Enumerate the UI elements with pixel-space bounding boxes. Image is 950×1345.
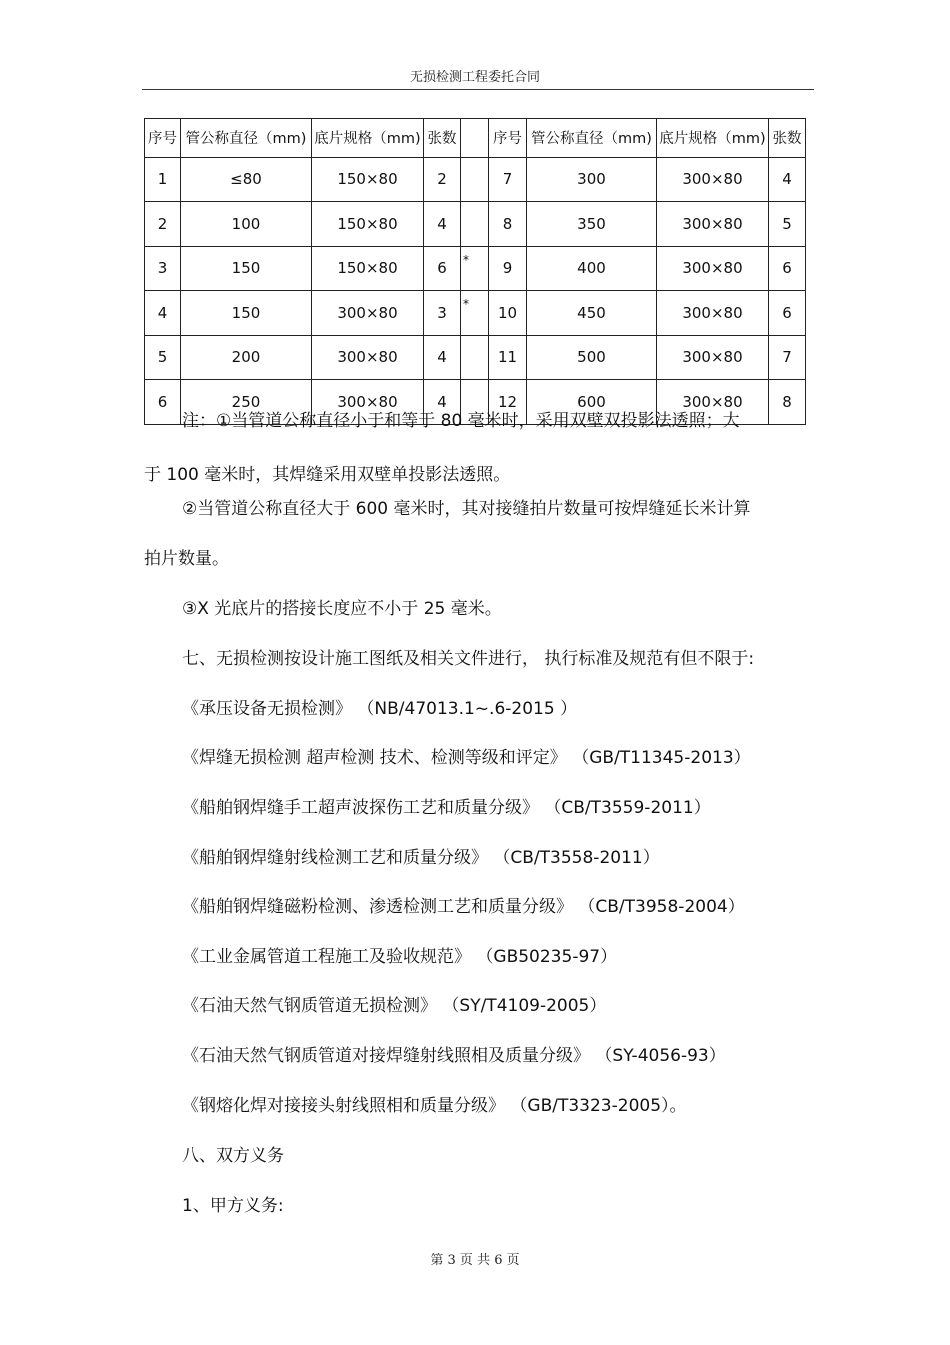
note-2-line-1: ②当管道公称直径大于 600 毫米时，其对接缝拍片数量可按焊缝延长米计算 bbox=[182, 499, 751, 519]
table-cell: 100 bbox=[181, 202, 312, 247]
table-cell: 10 bbox=[489, 291, 527, 336]
standard-item: 《船舶钢焊缝磁粉检测、渗透检测工艺和质量分级》 （CB/T3958-2004） bbox=[182, 897, 745, 917]
table-row bbox=[145, 291, 806, 336]
table-cell: 300 bbox=[527, 157, 657, 202]
table-cell: 600 bbox=[527, 380, 657, 425]
table-mark-cell: * bbox=[461, 246, 489, 291]
table-cell: 150×80 bbox=[312, 246, 424, 291]
table-cell: 7 bbox=[489, 157, 527, 202]
table-cell: 300×80 bbox=[657, 202, 769, 247]
section-7-heading: 七、无损检测按设计施工图纸及相关文件进行， 执行标准及规范有但不限于: bbox=[182, 649, 755, 669]
table-cell: 8 bbox=[489, 202, 527, 247]
table-header-cell: 张数 bbox=[769, 119, 806, 158]
table-cell: 300×80 bbox=[657, 246, 769, 291]
table-cell: 300×80 bbox=[657, 380, 769, 425]
table-cell: 150 bbox=[181, 291, 312, 336]
table-cell: 300×80 bbox=[312, 380, 424, 425]
standard-item: 《钢熔化焊对接接头射线照相和质量分级》 （GB/T3323-2005）。 bbox=[182, 1096, 687, 1116]
section-8-heading: 八、双方义务 bbox=[182, 1146, 284, 1166]
table-cell: 8 bbox=[769, 380, 806, 425]
table-cell: 6 bbox=[145, 380, 181, 425]
table-cell: ≤80 bbox=[181, 157, 312, 202]
table-cell: 6 bbox=[769, 246, 806, 291]
table-cell: 350 bbox=[527, 202, 657, 247]
note-2-line-2: 拍片数量。 bbox=[144, 549, 229, 569]
table-cell: 200 bbox=[181, 335, 312, 380]
table-mark-cell: * bbox=[461, 291, 489, 336]
note-1-line-2: 于 100 毫米时，其焊缝采用双壁单投影法透照。 bbox=[144, 465, 511, 485]
table-header-cell: 张数 bbox=[424, 119, 461, 158]
table-cell: 2 bbox=[424, 157, 461, 202]
table-cell: 450 bbox=[527, 291, 657, 336]
note-3: ③X 光底片的搭接长度应不小于 25 毫米。 bbox=[182, 599, 502, 619]
table-cell: 5 bbox=[769, 202, 806, 247]
table-cell: 3 bbox=[145, 246, 181, 291]
table-cell: 150×80 bbox=[312, 157, 424, 202]
table-cell: 4 bbox=[424, 380, 461, 425]
table-row bbox=[145, 246, 806, 291]
table-cell: 3 bbox=[424, 291, 461, 336]
page-header: 无损检测工程委托合同 bbox=[409, 70, 540, 85]
table-cell: 4 bbox=[424, 202, 461, 247]
standard-item: 《石油天然气钢质管道对接焊缝射线照相及质量分级》 （SY-4056-93） bbox=[182, 1046, 726, 1066]
header-rule bbox=[142, 89, 814, 90]
standard-item: 《船舶钢焊缝手工超声波探伤工艺和质量分级》 （CB/T3559-2011） bbox=[182, 798, 711, 818]
table-cell: 250 bbox=[181, 380, 312, 425]
table-cell: 5 bbox=[145, 335, 181, 380]
table-cell: 300×80 bbox=[657, 157, 769, 202]
note-1-line-1: 注：①当管道公称直径小于和等于 80 毫米时，采用双壁双投影法透照；大 bbox=[182, 411, 740, 431]
table-cell: 9 bbox=[489, 246, 527, 291]
table-row bbox=[145, 202, 806, 247]
table-cell: 2 bbox=[145, 202, 181, 247]
table-header-cell: 序号 bbox=[145, 119, 181, 158]
table-header-cell: 底片规格（mm) bbox=[312, 119, 424, 158]
table-cell: 300×80 bbox=[312, 291, 424, 336]
standard-item: 《船舶钢焊缝射线检测工艺和质量分级》 （CB/T3558-2011） bbox=[182, 848, 660, 868]
table-header-cell: 管公称直径（mm) bbox=[527, 119, 657, 158]
standard-item: 《承压设备无损检测》 （NB/47013.1~.6-2015 ） bbox=[182, 699, 578, 719]
table-mark-cell bbox=[461, 202, 489, 247]
table-cell: 300×80 bbox=[312, 335, 424, 380]
table-mark-cell bbox=[461, 335, 489, 380]
standard-item: 《工业金属管道工程施工及验收规范》 （GB50235-97） bbox=[182, 947, 618, 967]
table-cell: 12 bbox=[489, 380, 527, 425]
table-cell: 300×80 bbox=[657, 291, 769, 336]
table-cell: 150 bbox=[181, 246, 312, 291]
table-cell: 6 bbox=[769, 291, 806, 336]
table-cell: 4 bbox=[424, 335, 461, 380]
table-cell: 4 bbox=[769, 157, 806, 202]
table-row bbox=[145, 157, 806, 202]
table-header-cell bbox=[461, 119, 489, 158]
table-cell: 4 bbox=[145, 291, 181, 336]
table-cell: 400 bbox=[527, 246, 657, 291]
table-header-cell: 管公称直径（mm) bbox=[181, 119, 312, 158]
table-cell: 7 bbox=[769, 335, 806, 380]
table-header-row bbox=[145, 119, 806, 158]
table-mark-cell bbox=[461, 157, 489, 202]
table-cell: 500 bbox=[527, 335, 657, 380]
standard-item: 《石油天然气钢质管道无损检测》 （SY/T4109-2005） bbox=[182, 996, 607, 1016]
table-cell: 150×80 bbox=[312, 202, 424, 247]
film-spec-table bbox=[144, 118, 806, 425]
table-cell: 6 bbox=[424, 246, 461, 291]
table-cell: 1 bbox=[145, 157, 181, 202]
table-header-cell: 序号 bbox=[489, 119, 527, 158]
table-cell: 11 bbox=[489, 335, 527, 380]
section-8-item-1: 1、甲方义务: bbox=[182, 1196, 284, 1216]
page-footer: 第 3 页 共 6 页 bbox=[430, 1253, 520, 1268]
table-row bbox=[145, 335, 806, 380]
standard-item: 《焊缝无损检测 超声检测 技术、检测等级和评定》 （GB/T11345-2013） bbox=[182, 748, 751, 768]
table-header-cell: 底片规格（mm) bbox=[657, 119, 769, 158]
table-cell: 300×80 bbox=[657, 335, 769, 380]
